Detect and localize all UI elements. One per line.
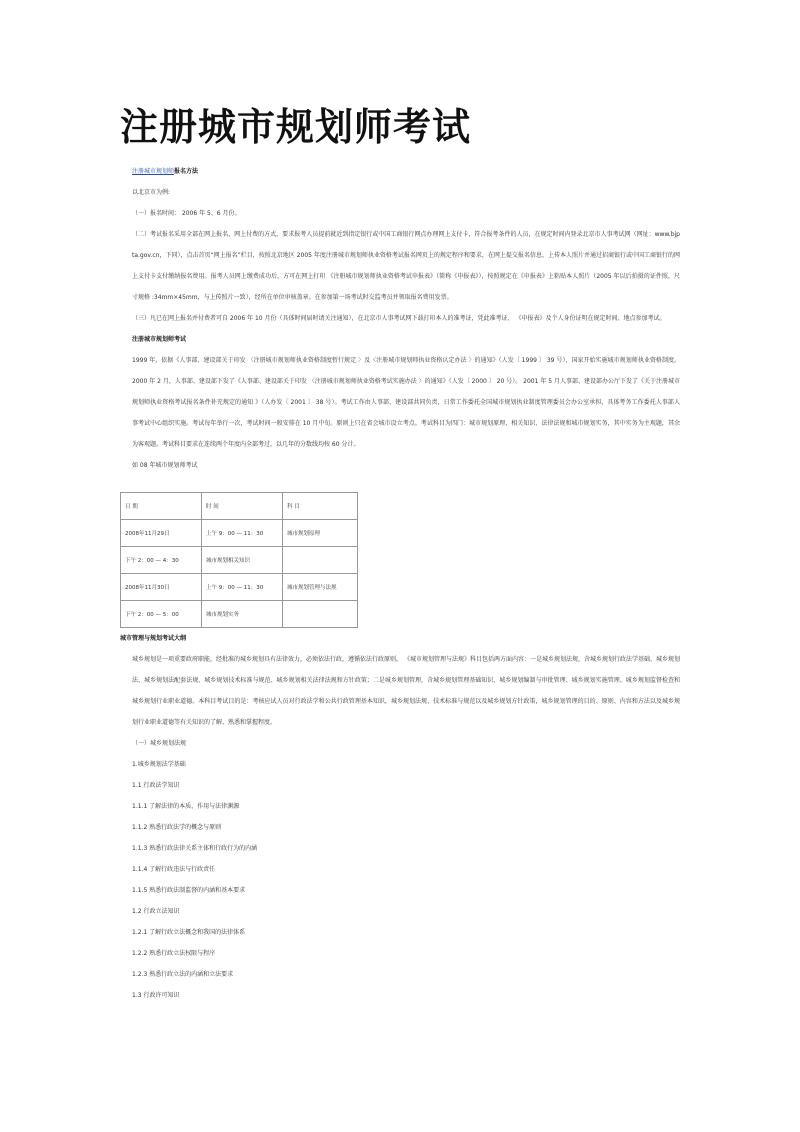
table-cell: 城市规划原理: [283, 520, 358, 547]
syllabus-paragraph: 城乡规划是一项重要政府职能，经批准的城乡规划具有法律效力，必须依法行政，遵循依法行政原则。 《城市规划管理与法规》科目包括两方面内容：一是城乡规划法规，含城乡规划行政法学基础、城乡规划法、城乡规划法配套法规、城乡规划技术标准与规范、城乡规划相关法律法规和方针政策；二是城乡规划管理，含城乡规划管理基础知识、城乡规划编制与审批管理、城乡规划实施管理、城乡规划监督检查和城乡规划行业职业道德。本科目考试目的是：考核应试人员对行政法学和公共行政管理基本知识，城乡规划法规、技术标准与规范以及城乡规划方针政策，城乡规划管理的目的、原则、内容和方法以及城乡规划行业职业道德等有关知识的了解、熟悉和掌握程度。: [132, 656, 680, 726]
outline-item: 1.1.2 熟悉行政法学的概念与原则: [132, 824, 222, 831]
outline-item: 1.城乡规划法学基础: [132, 761, 186, 768]
table-header-cell: 科 目: [283, 493, 358, 520]
table-cell: 上午 9：00 — 11：30: [202, 520, 283, 547]
item-1: （一）报名时间： 2006 年 5、6 月份。: [132, 210, 241, 217]
outline-item: 1.2 行政立法知识: [132, 908, 180, 915]
section-syllabus-heading: 城市管理与规划考试大纲: [120, 635, 187, 642]
table-cell: [283, 601, 358, 628]
outline-item: 1.1.5 熟悉行政法制监督的内涵和基本要求: [132, 887, 246, 894]
table-cell: 2008年11月29日: [121, 520, 202, 547]
exam-2008-note: 如 08 年城市规划师考试: [132, 462, 198, 469]
outline-item: 1.2.1 了解行政立法概念和我国的法律体系: [132, 929, 246, 936]
table-cell: 城市规划实务: [202, 601, 283, 628]
table-header-row: [121, 493, 358, 520]
page-title: 注册城市规划师考试: [120, 104, 472, 149]
table-row: [121, 547, 358, 574]
outline-item: 1.2.2 熟悉行政立法权限与程序: [132, 950, 216, 957]
table-cell: 下午 2：00 — 5：00: [121, 601, 202, 628]
outline-item: 1.2.3 熟悉行政立法的内涵和立法要求: [132, 971, 234, 978]
table-header-cell: 日 期: [121, 493, 202, 520]
item-3: （三）凡已在网上报名并付费者可自 2006 年 10 月份（具体时间届时请关注通知），在北京市人事考试网下载打印本人的准考证，凭此准考证、 《申报表》及个人身份证明在规定时间、地点参加考试。: [132, 315, 666, 322]
outline-item: 1.3 行政许可知识: [132, 992, 180, 999]
table-cell: 城市规划管理与法规: [283, 574, 358, 601]
syllabus-outline: [120, 733, 680, 1006]
exam-schedule-table: [120, 492, 358, 628]
table-cell: [283, 547, 358, 574]
outline-item: 1.1.4 了解行政违法与行政责任: [132, 866, 216, 873]
item-2: （二）考试报名采用全部在网上报名、网上付费的方式，要求报考人员提前就近到指定银行或中国工商银行网点办理网上支付卡，符合报考条件的人员，在规定时间内登录北京市人事考试网（网址：www.bjpta.gov.cn，下同），点击首页“网上报名”栏目，按照北京地区 2005 年度注册城市规划师执业资格考试报名网页上的规定程序和要求，在网上提交报名信息，上传本人照片并通过招商银行或中国工商银行的网上支付卡支付缴纳报名费用。报考人员网上缴费成功后，方可在网上打印 《注册城市规划师执业资格考试申报表》（简称《申报表》），按照规定在《申报表》上粘贴本人照片（2005 年以后拍摄的证件照，尺寸规格 :34mm×45mm，与上传照片一致），经所在单位审核盖章。在参加第一场考试时交监考员并领取报名费用发票。: [132, 231, 680, 301]
outline-item: 1.1 行政法学知识: [132, 782, 180, 789]
table-row: [121, 601, 358, 628]
beijing-example: 以北京市为例:: [132, 189, 171, 196]
table-row: [121, 574, 358, 601]
document-body: [120, 161, 680, 1006]
registration-link[interactable]: 注册城市规划师: [132, 168, 175, 175]
outline-item: 1.1.3 熟悉行政法律关系主体和行政行为的内涵: [132, 845, 258, 852]
exam-paragraph: 1999 年，依据《人事部、建设部关于印发 〈注册城市规划师执业资格制度暂行规定 〉及〈注册城市规划师执业资格认定办法 〉的通知》（人发〔 1999 〕 39 号），国家开始实施城市规划师执业资格制度。 2000 年 2 月，人事部、建设部下发了《人事部、建设部关于印发 〈注册城市规划师执业资格考试实施办法 〉的通知》（人发〔 2000 〕 20 号）。 2001 年 5 月人事部、建设部办公厅下发了《关于注册城市规划师执业资格考试报名条件补充规定的通知 》（人办发〔 2001 〕 38 号）。考试工作由人事部、建设部共同负责，日常工作委托全国城市规划执业制度管理委员会办公室承担，具体考务工作委托人事部人事考试中心组织实施。考试每年举行一次，考试时间一般安排在 10 月中旬。原则上只在省会城市设立考点。考试科目为四门：城市规划原理、相关知识、法律法规和城市规划实务，其中实务为主观题，其余为客观题。考试科目要求在连续两个年度内全部考过，以几年的分数线均按 60 分计。: [132, 357, 680, 448]
outline-item: 1.1.1 了解法律的本质、作用与法律渊源: [132, 803, 240, 810]
table-cell: 上午 9：00 — 11：30: [202, 574, 283, 601]
table-cell: 城市规划相关知识: [202, 547, 283, 574]
table-cell: 下午 2：00 — 4：30: [121, 547, 202, 574]
section-registration-heading: 注册城市规划师报名方法: [132, 168, 199, 175]
table-row: [121, 520, 358, 547]
outline-item: （一）城乡规划法规: [132, 740, 187, 747]
table-header-cell: 时 间: [202, 493, 283, 520]
section-exam-heading: 注册城市规划师考试: [132, 336, 187, 343]
table-cell: 2008年11月30日: [121, 574, 202, 601]
